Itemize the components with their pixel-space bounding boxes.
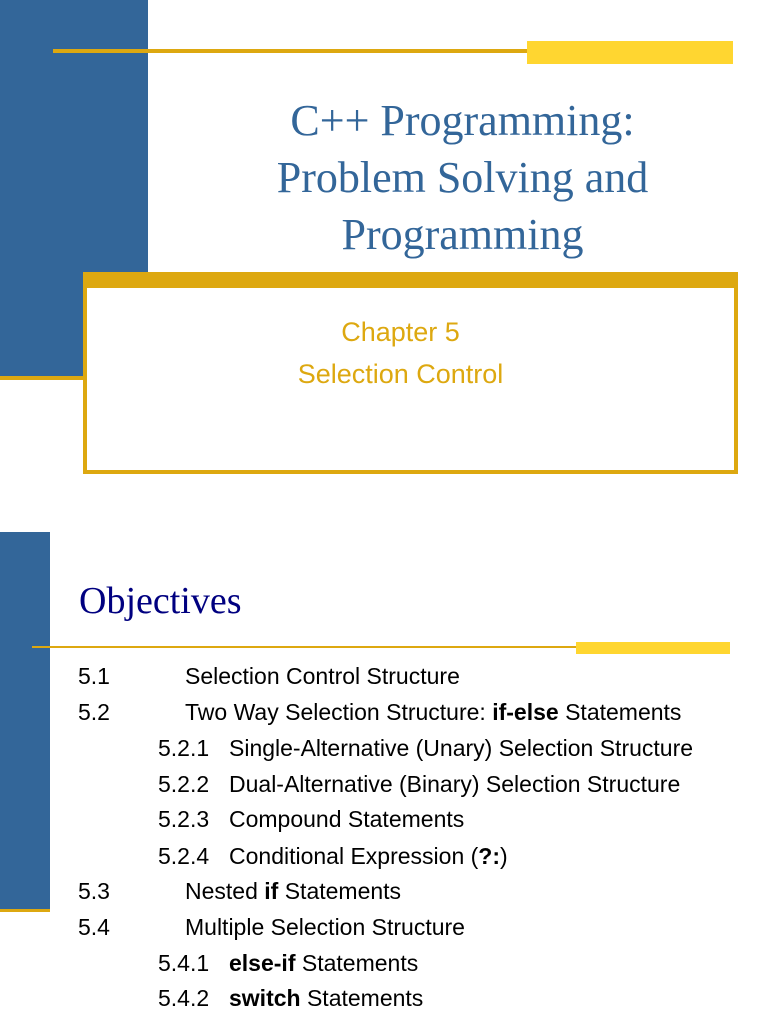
objective-text xyxy=(229,766,680,802)
objective-keyword: ?: xyxy=(478,843,501,869)
slide1-top-accent-bar xyxy=(527,41,733,64)
objective-keyword: if-else xyxy=(492,699,559,725)
objective-number: 5.2.2 xyxy=(158,771,210,797)
slide1-title-line-3: Programming xyxy=(341,210,584,259)
objective-item xyxy=(0,801,768,837)
objective-number: 5.4 xyxy=(78,914,110,940)
objective-text xyxy=(229,730,693,766)
objective-number: 5.1 xyxy=(78,663,110,689)
objective-text xyxy=(185,658,460,694)
objective-text xyxy=(185,873,401,909)
objective-number: 5.4.1 xyxy=(158,950,210,976)
objective-text-part: Two Way Selection Structure: xyxy=(185,699,493,725)
objective-text xyxy=(229,945,418,981)
objective-text-part: Selection Control Structure xyxy=(185,663,460,689)
objective-text xyxy=(229,801,464,837)
slide1-title xyxy=(190,92,735,263)
objective-keyword: switch xyxy=(229,985,301,1011)
objective-item xyxy=(0,766,768,802)
objective-text-part: Multiple Selection Structure xyxy=(185,914,465,940)
objective-number: 5.2.4 xyxy=(158,843,210,869)
objective-text-part: Dual-Alternative (Binary) Selection Structure xyxy=(229,771,681,797)
objective-item xyxy=(0,873,768,909)
objective-text-part: Conditional Expression ( xyxy=(229,843,479,869)
slide1-title-line-2: Problem Solving and xyxy=(276,153,649,202)
objective-text xyxy=(229,980,423,1016)
chapter-number: Chapter 5 xyxy=(341,317,460,347)
objective-text-part: Statements xyxy=(278,878,402,904)
objective-text-part: ) xyxy=(500,843,508,869)
objective-item xyxy=(0,945,768,981)
slide1-left-gold-rule xyxy=(0,376,84,380)
objective-text-part: Compound Statements xyxy=(229,806,465,832)
objective-number: 5.3 xyxy=(78,878,110,904)
objective-text-part: Nested xyxy=(185,878,265,904)
slide2-accent-bar xyxy=(576,642,730,654)
slide1-subtitle xyxy=(87,311,714,395)
objective-item xyxy=(0,838,768,874)
objective-text xyxy=(229,838,508,874)
objective-text xyxy=(185,694,681,730)
objective-number: 5.4.2 xyxy=(158,985,210,1011)
objective-text-part: Statements xyxy=(558,699,682,725)
objective-item xyxy=(0,694,768,730)
objective-text-part: Statements xyxy=(295,950,419,976)
slide2-title: Objectives xyxy=(79,580,242,622)
slide1-title-line-1: C++ Programming: xyxy=(290,96,635,145)
objective-item xyxy=(0,730,768,766)
chapter-title: Selection Control xyxy=(297,359,504,389)
objective-text-part: Single-Alternative (Unary) Selection Structure xyxy=(229,735,694,761)
objective-number: 5.2.3 xyxy=(158,806,210,832)
objective-item xyxy=(0,980,768,1016)
objective-keyword: else-if xyxy=(229,950,296,976)
objective-text xyxy=(185,909,465,945)
objective-item xyxy=(0,658,768,694)
objective-keyword: if xyxy=(264,878,279,904)
objective-number: 5.2 xyxy=(78,699,110,725)
objective-text-part: Statements xyxy=(300,985,424,1011)
objective-number: 5.2.1 xyxy=(158,735,210,761)
objective-item xyxy=(0,909,768,945)
